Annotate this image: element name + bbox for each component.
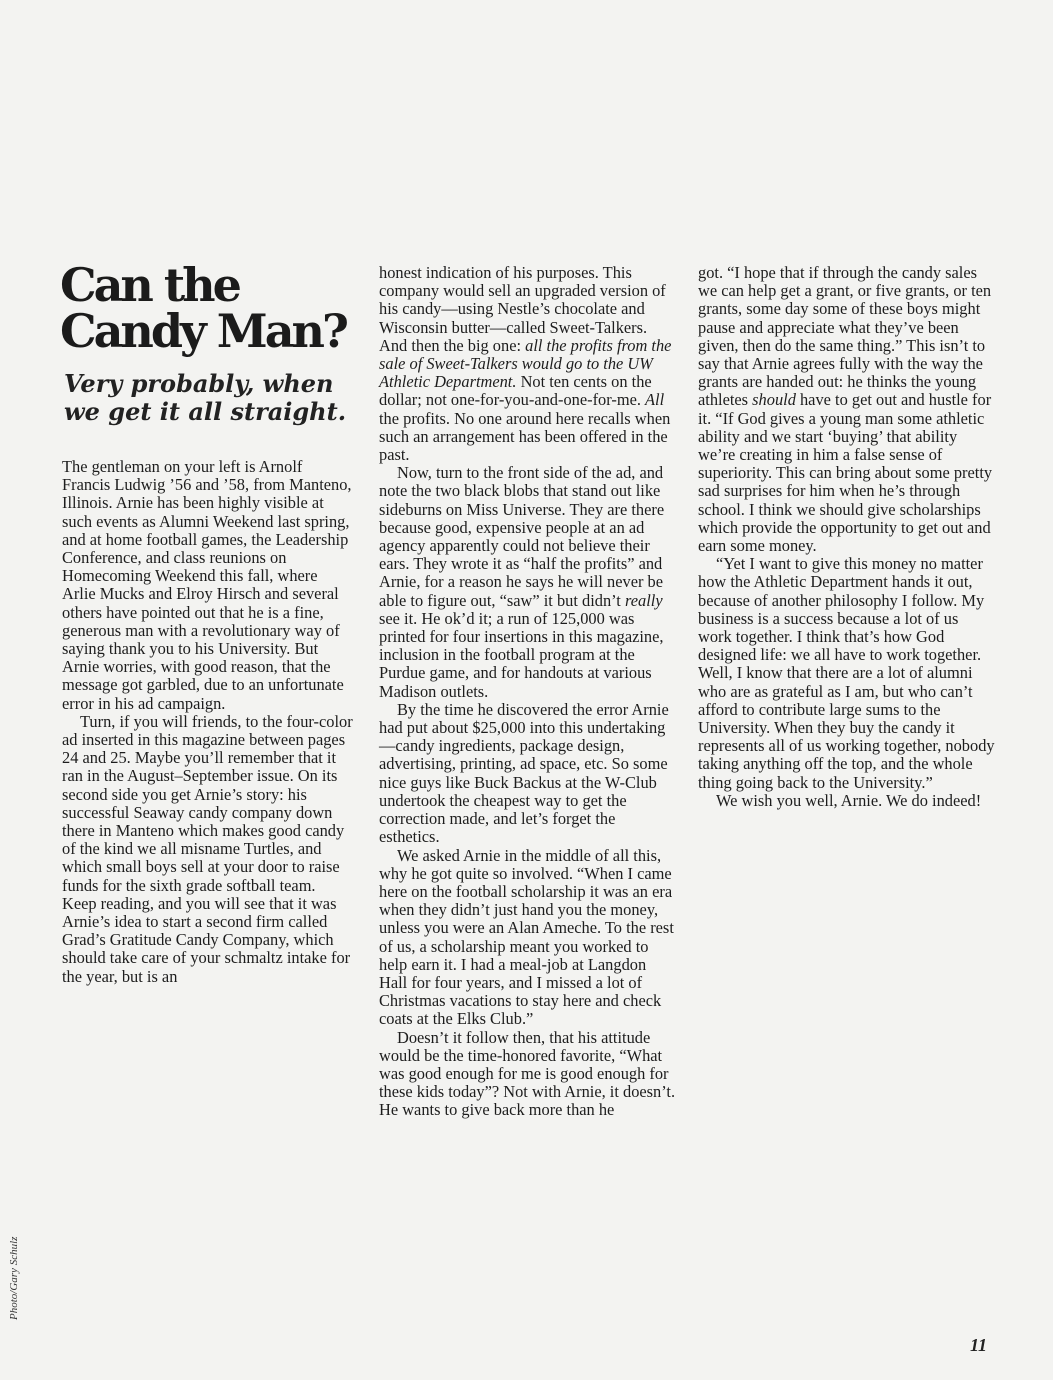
page-number: 11 <box>970 1335 988 1355</box>
col2-paragraph-3: By the time he discovered the error Arnie had put about $25,000 into this undertaking—candy ingredients, package design, advertising, printing, ad space, etc. So some nice guys like Buck Backus at the W-Club undertook the cheapest way to get the correction made, and let’s forget the esthetics. <box>379 699 669 847</box>
col3-paragraph-2: “Yet I want to give this money no matter how the Athletic Department hands it out, because of another philosophy I follow. My business is a success because a lot of us work together. I think that’s how God designed life: we all have to work together. Well, I know that there are a lot of alumni who are as grateful as I am, but who can’t afford to contribute large sums to the University. When they buy the candy it represents all of us working together, nobody taking anything off the top, and the whole thing going back to the University.” <box>698 554 995 792</box>
col2-p2-really: really <box>624 590 663 610</box>
article-title <box>60 258 360 358</box>
col2-p1-all: All <box>645 390 665 410</box>
column-3 <box>698 264 996 810</box>
col1-paragraph-2: Turn, if you will friends, to the four-color ad inserted in this magazine between pages 24 and 25. Maybe you’ll remember that it ran in the August–September issue. On its second side you get Arnie’s story: his successful Seaway candy company down there in Manteno which makes good candy of the kind we all misname Turtles, and which small boys sell at your door to raise funds for the sixth grade softball team. Keep reading, and you will see that it was Arnie’s idea to start a second firm called Grad’s Gratitude Candy Company, which should take care of your schmaltz intake for the year, but is an <box>62 711 353 986</box>
col2-paragraph-4: We asked Arnie in the middle of all this, why he got quite so involved. “When I came here on the football scholarship it was an era when they didn’t just hand you the money, unless you were an Alan Ameche. To the rest of us, a scholarship meant you worked to help earn it. I had a meal-job at Langdon Hall for four years, and I missed a lot of Christmas vacations to stay here and check coats at the Elks Club.” <box>379 845 674 1029</box>
col2-paragraph-5: Doesn’t it follow then, that his attitude would be the time-honored favorite, “What was good enough for me is good enough for these kids today”? Not with Arnie, it doesn’t. He wants to give back more than he <box>379 1027 676 1120</box>
col2-p2-text-a: Now, turn to the front side of the ad, and note the two black blobs that stand out like sideburns on Miss Universe. They are there because good, expensive people at an ad agency apparently could not believe their ears. They wrote it as “half the profits” and Arnie, for a reason he says he will never be able to figure out, “saw” it but didn’t <box>379 463 665 610</box>
article-subtitle: Very probably, when we get it all straight. <box>64 369 347 426</box>
col1-paragraph-1: The gentleman on your left is Arnolf Francis Ludwig ’56 and ’58, from Manteno, Illinois. Arnie has been highly visible at such events as Alumni Weekend last spring, and at home football games, the Leadership Conference, and class reunions on Homecoming Weekend this fall, where Arlie Mucks and Elroy Hirsch and several others have pointed out that he is a fine, generous man with a revolutionary way of saying thank you to his University. But Arnie worries, with good reason, that the message got garbled, due to an unfortunate error in his ad campaign. <box>62 457 352 713</box>
col2-paragraph-1 <box>379 264 677 464</box>
photo-credit: Photo/Gary Schulz <box>8 1236 20 1320</box>
col2-p1-text-b: Not ten cents on the dollar; not one-for-you-and-one-for-me. <box>379 372 652 410</box>
col3-p1-should: should <box>752 390 796 410</box>
col3-p1-text-a: got. “I hope that if through the candy sales we can help get a grant, or five grants, or ten grants, some day some of these boys might pause and appreciate what they’ve been given, then do the same thing.” This isn’t to say that Arnie agrees fully with the way the grants are handed out: he thinks the young athletes <box>698 263 992 410</box>
column-1 <box>62 458 354 986</box>
col2-p1-italic: all the profits from the sale of Sweet-Talkers would go to the UW Athletic Department. <box>379 335 672 392</box>
title-line-2: Candy Man? <box>60 304 346 358</box>
col2-p1-text-c: the profits. No one around here recalls when such an arrangement has been offered in the past. <box>379 408 671 465</box>
col3-p1-text-b: have to get out and hustle for it. “If God gives a young man some athletic ability and we start ‘buying’ that ability we’re creating in him a false sense of superiority. This can bring about some pretty sad surprises for him when he’s through school. I think we should give scholarships which provide the opportunity to get out and earn some money. <box>698 390 993 556</box>
col2-paragraph-2 <box>379 464 677 701</box>
col3-paragraph-1 <box>698 264 996 555</box>
col3-paragraph-3: We wish you well, Arnie. We do indeed! <box>716 790 982 810</box>
col2-p1-text-a: honest indication of his purposes. This company would sell an upgraded version of his candy—using Nestle’s chocolate and Wisconsin butter—called Sweet-Talkers. And then the big one: <box>379 263 666 355</box>
title-line-1: Can the <box>60 258 239 312</box>
col2-p2-text-b: see it. He ok’d it; a run of 125,000 was printed for four insertions in this magazine, inclusion in the football program at the Purdue game, and for handouts at various Madison outlets. <box>379 608 664 701</box>
column-2 <box>379 264 677 1120</box>
